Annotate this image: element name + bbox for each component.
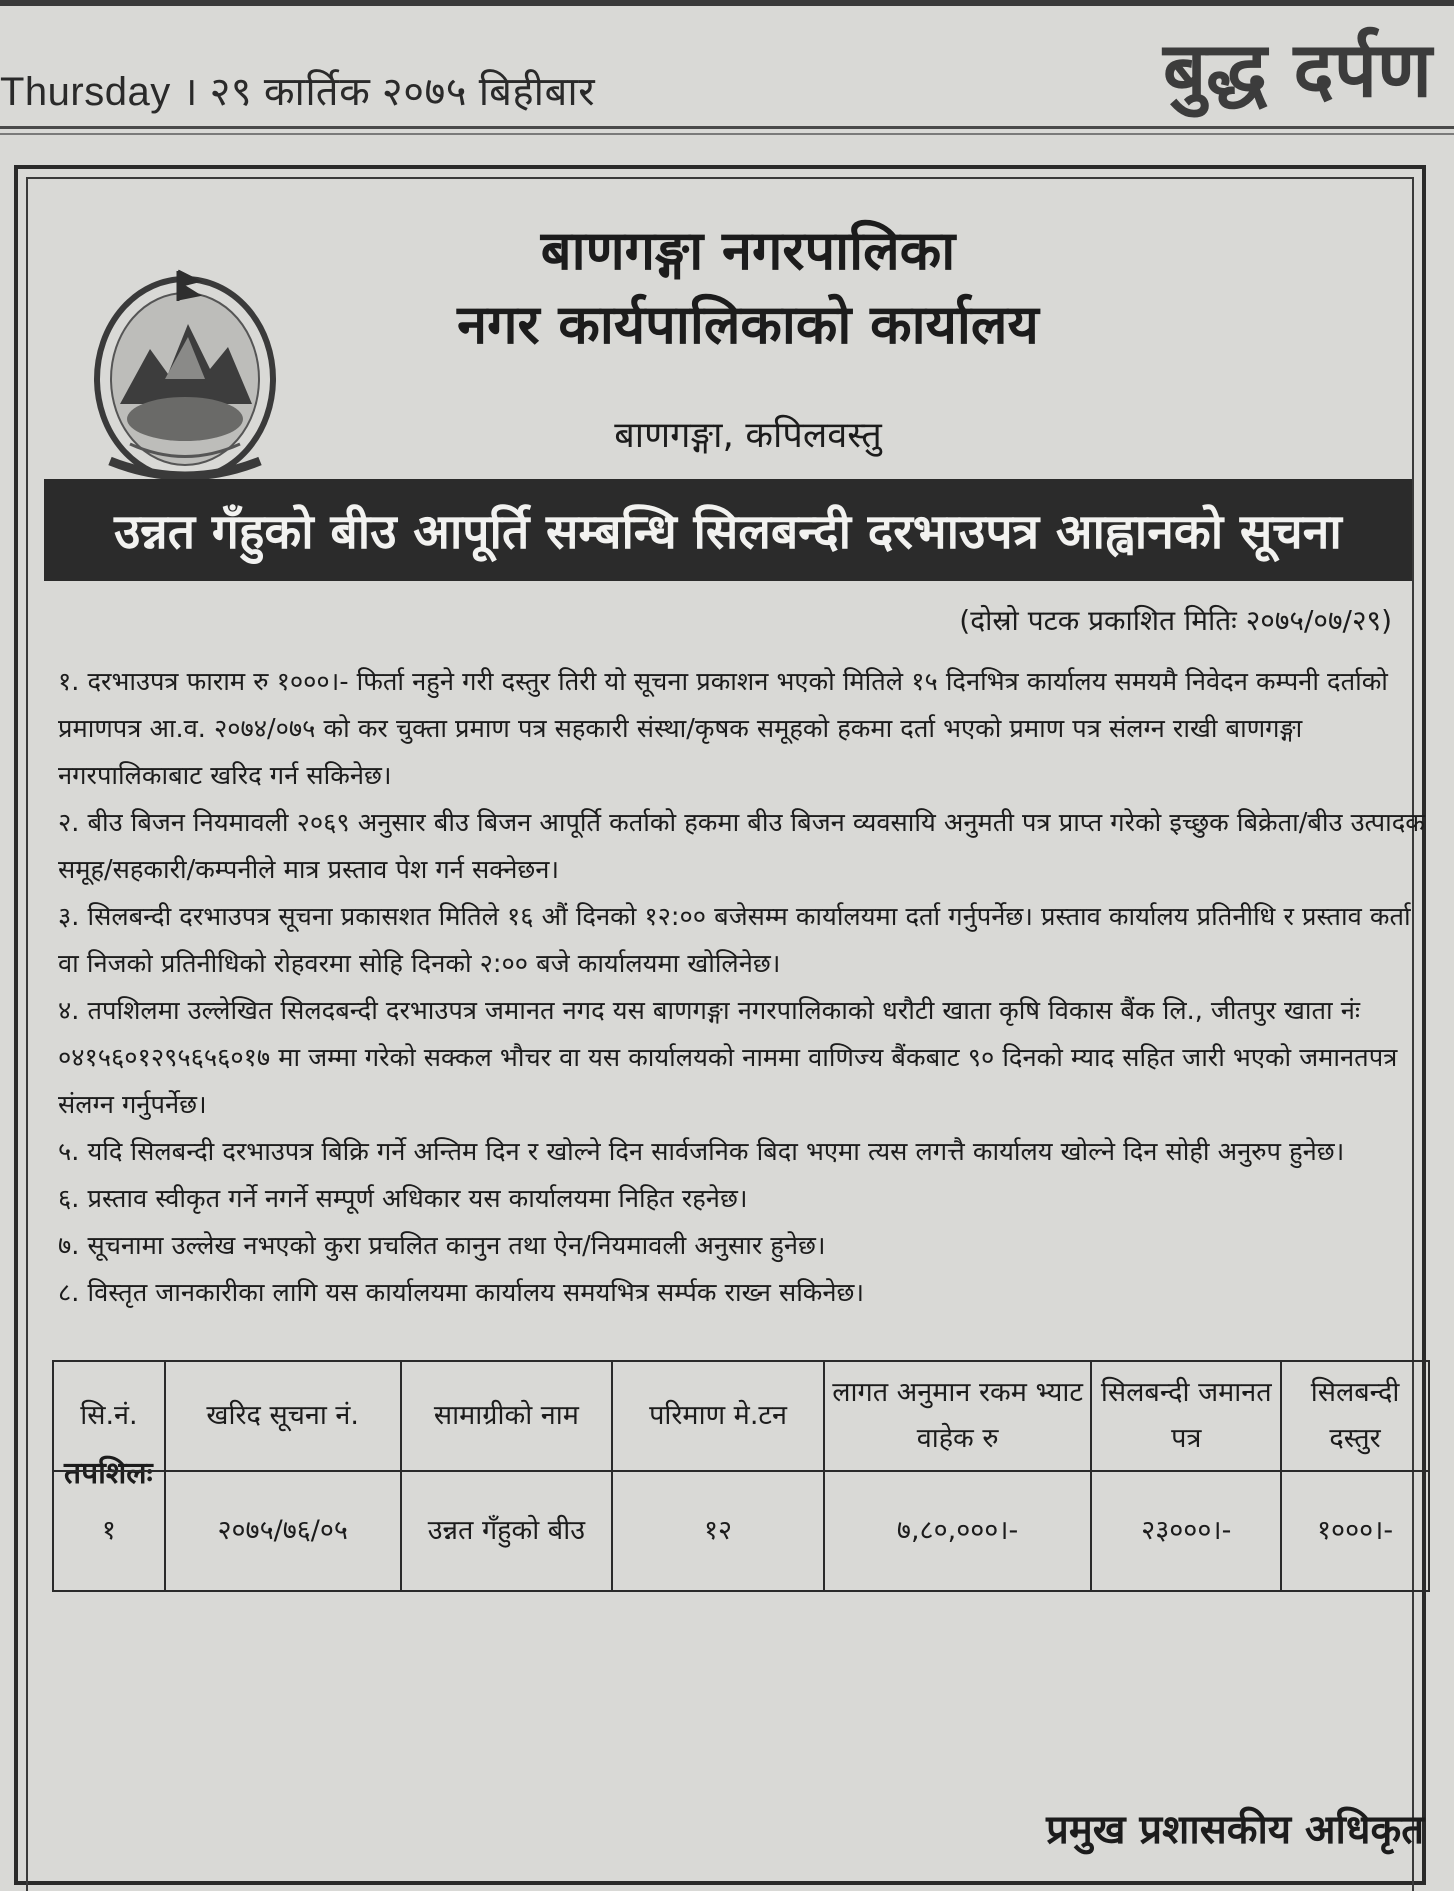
organization-name: बाणगङ्गा नगरपालिका xyxy=(540,219,956,282)
clause-6: ६. प्रस्ताव स्वीकृत गर्ने नगर्ने सम्पूर्ण अधिकार यस कार्यालयमा निहित रहनेछ। xyxy=(58,1184,748,1214)
schedule-table xyxy=(52,1360,1430,1592)
table-cell: उन्नत गँहुको बीउ xyxy=(401,1471,613,1591)
column-header: सिलबन्दी जमानत पत्र xyxy=(1091,1361,1281,1471)
column-header: लागत अनुमान रकम भ्याट वाहेक रु xyxy=(824,1361,1092,1471)
newspaper-name: बुद्ध दर्पण xyxy=(1162,25,1432,114)
column-header: सि.नं. xyxy=(53,1361,165,1471)
table-cell: २०७५/७६/०५ xyxy=(165,1471,401,1591)
column-header: परिमाण मे.टन xyxy=(612,1361,824,1471)
column-header: खरिद सूचना नं. xyxy=(165,1361,401,1471)
table-cell: १२ xyxy=(612,1471,824,1591)
clause-5: ५. यदि सिलबन्दी दरभाउपत्र बिक्रि गर्ने अन्तिम दिन र खोल्ने दिन सार्वजनिक बिदा भएमा त्यस लगत्तै कार्यालय खोल्ने दिन सोही अनुरुप हुनेछ। xyxy=(58,1137,1345,1167)
clause-8: ८. विस्तृत जानकारीका लागि यस कार्यालयमा कार्यालय समयभित्र सर्म्पक राख्न सकिनेछ। xyxy=(58,1278,865,1308)
masthead-rule-thin xyxy=(0,133,1454,135)
clause-3: ३. सिलबन्दी दरभाउपत्र सूचना प्रकासशत मितिले १६ औं दिनको १२:०० बजेसम्म कार्यालयमा दर्ता गर्नुपर्नेछ। प्रस्ताव कार्यालय प्रतिनीधि र प्रस्ताव कर्ता वा निजको प्रतिनीधिको रोहवरमा सोहि दिनको २:०० बजे कार्यालयमा खोलिनेछ। xyxy=(58,902,1411,979)
masthead-rule xyxy=(0,126,1454,129)
table-cell: १ xyxy=(53,1471,165,1591)
table-cell: २३०००।- xyxy=(1091,1471,1281,1591)
clause-2: २. बीउ बिजन नियमावली २०६९ अनुसार बीउ बिजन आपूर्ति कर्ताको हकमा बीउ बिजन व्यवसायि अनुमती पत्र प्राप्त गरेको इच्छुक बिक्रेता/बीउ उत्पादक समूह/सहकारी/कम्पनीले मात्र प्रस्ताव पेश गर्न सक्नेछन। xyxy=(58,808,1425,885)
table-header-row xyxy=(53,1361,1429,1471)
table-cell: ७,८०,०००।- xyxy=(824,1471,1092,1591)
schedule-label: तपशिलः xyxy=(64,1456,153,1491)
dateline: Thursday । २९ कार्तिक २०७५ बिहीबार xyxy=(0,70,596,114)
clause-7: ७. सूचनामा उल्लेख नभएको कुरा प्रचलित कानुन तथा ऐन/नियमावली अनुसार हुनेछ। xyxy=(58,1231,826,1261)
clause-1: १. दरभाउपत्र फाराम रु १०००।- फिर्ता नहुने गरी दस्तुर तिरी यो सूचना प्रकाशन भएको मितिले १५ दिनभित्र कार्यालय समयमै निवेदन कम्पनी दर्ताको प्रमाणपत्र आ.व. २०७४/०७५ को कर चुक्ता प्रमाण पत्र सहकारी संस्था/कृषक समूहको हकमा दर्ता भएको प्रमाण पत्र संलग्न राखी बाणगङ्गा नगरपालिकाबाट खरिद गर्न सकिनेछ। xyxy=(58,667,1388,791)
notice-clauses xyxy=(58,659,1428,1317)
table-cell: १०००।- xyxy=(1281,1471,1429,1591)
signatory-title: प्रमुख प्रशासकीय अधिकृत xyxy=(1046,1807,1424,1853)
masthead-top-rule xyxy=(0,0,1454,6)
notice-box xyxy=(14,165,1426,1885)
office-name: नगर कार्यपालिकाको कार्यालय xyxy=(457,293,1039,356)
nepal-emblem-icon xyxy=(70,229,300,499)
table-row xyxy=(53,1471,1429,1591)
publication-note: (दोस्रो पटक प्रकाशित मितिः २०७५/०७/२९) xyxy=(959,604,1392,637)
notice-title: उन्नत गँहुको बीउ आपूर्ति सम्बन्धि सिलबन्दी दरभाउपत्र आह्वानको सूचना xyxy=(44,479,1412,581)
column-header: सामाग्रीको नाम xyxy=(401,1361,613,1471)
column-header: सिलबन्दी दस्तुर xyxy=(1281,1361,1429,1471)
masthead xyxy=(0,0,1454,142)
clause-4: ४. तपशिलमा उल्लेखित सिलदबन्दी दरभाउपत्र जमानत नगद यस बाणगङ्गा नगरपालिकाको धरौटी खाता कृषि विकास बैंक लि., जीतपुर खाता नंः ०४१५६०१२९५६५६०१७ मा जम्मा गरेको सक्कल भौचर वा यस कार्यालयको नाममा वाणिज्य बैंकबाट ९० दिनको म्याद सहित जारी भएको जमानतपत्र संलग्न गर्नुपर्नेछ। xyxy=(58,996,1398,1120)
office-location: बाणगङ्गा, कपिलवस्तु xyxy=(614,415,882,456)
